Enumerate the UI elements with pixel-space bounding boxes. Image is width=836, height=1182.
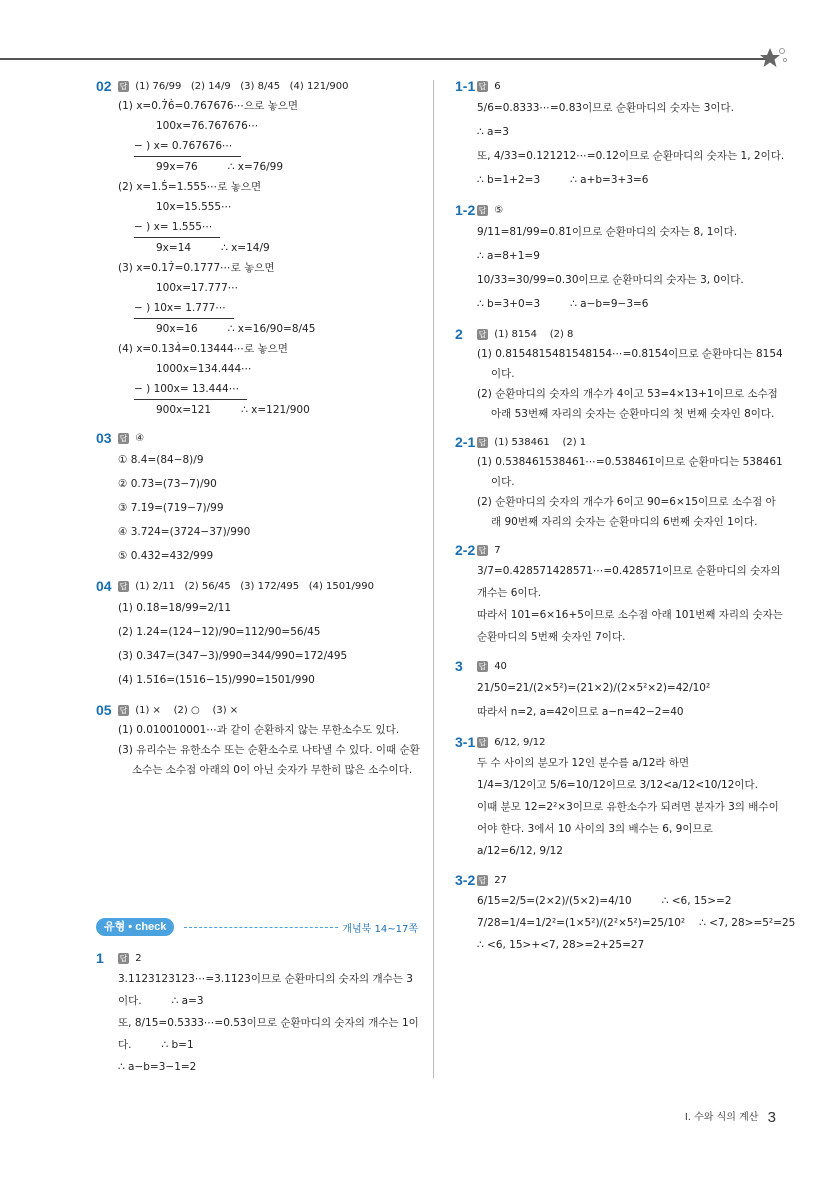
answer-line (455, 434, 785, 452)
dashed-rule (184, 927, 338, 928)
solution-line: 또, 8/15=0.5333⋯=0.53̇이므로 순환마디의 숫자의 개수는 1이다. ∴ b=1 (118, 1017, 419, 1051)
answer-icon: 답 (478, 437, 487, 447)
left-column-bottom (96, 950, 422, 1088)
answer-item: ⑤ (494, 205, 504, 216)
answer-icon: 답 (119, 581, 128, 591)
chapter-label: Ⅰ. 수와 식의 계산 (684, 1112, 759, 1123)
answer-item: (4) 121/900 (289, 81, 349, 92)
solution-line: ∴ <6, 15>=2 (661, 895, 732, 907)
answer-icon: 답 (119, 81, 128, 91)
solution-line: − ) x= 0.767676⋯ (134, 136, 241, 157)
answer-item: (4) 1501/990 (308, 581, 374, 592)
solution-line: (3) 0.34̇7̇=(347−3)/990=344/990=172/495 (118, 650, 348, 662)
solution-line: 이때 분모 12=2²×3이므로 유한소수가 되려면 분자가 3의 배수이어야 한다. 3에서 10 사이의 3의 배수는 6, 9이므로 (477, 801, 779, 835)
problem-number: 2 (455, 326, 463, 342)
answer-item: (1) × (135, 705, 161, 716)
answer-line (455, 734, 785, 752)
problem-1-2 (455, 202, 785, 316)
page-number: 3 (767, 1109, 776, 1126)
answer-icon: 답 (478, 875, 487, 885)
section-badge: 유형 • check (96, 918, 174, 936)
answer-line (455, 872, 785, 890)
answer-icon: 답 (478, 81, 487, 91)
solution-line: ∴ b=3+0=3 (477, 298, 541, 310)
answer-line (96, 702, 422, 720)
answer-icon: 답 (119, 433, 128, 443)
solution-line: 따라서 101=6×16+5이므로 소수점 아래 101번째 자리의 숫자는 순환마디의 5번째 숫자인 7이다. (477, 609, 783, 643)
answer-line (455, 658, 785, 676)
solution-line: (1) 0.1̇8̇=18/99=2/11 (118, 602, 232, 614)
solution-line: ③ 7.1̇9̇=(719−7)/99 (118, 502, 224, 514)
solution-line: (1) 0.538461538461⋯=0.5̇38461̇이므로 순환마디는 538461이다. (477, 456, 783, 488)
solution-line: (1) 0.8154815481548154⋯=0.8̇15̇4̇이므로 순환마디는 8154이다. (477, 348, 783, 380)
answer-item: 2 (135, 953, 142, 964)
solution-line: ∴ x=16/90=8/45 (227, 323, 316, 335)
answer-line (96, 430, 422, 448)
solution-line: 9/11=81/99=0.8̇1̇이므로 순환마디의 숫자는 8, 1이다. (477, 226, 738, 238)
solution (96, 448, 422, 568)
right-column (455, 78, 796, 966)
problem-number: 3-2 (455, 872, 476, 888)
answer-item: (2) 56/45 (184, 581, 231, 592)
answer-line (455, 78, 785, 96)
solution-line: ∴ x=121/900 (241, 404, 310, 416)
solution (455, 220, 785, 316)
answer-item: (2) 8 (549, 329, 574, 340)
problem-number: 3 (455, 658, 463, 674)
solution (455, 752, 785, 862)
solution-line: ∴ a+b=3+3=6 (570, 174, 649, 186)
solution-line: 1/4=3/12이고 5/6=10/12이므로 3/12<a/12<10/12이다. (477, 779, 759, 791)
solution-line: 7/28=1/4=1/2²=(1×5²)/(2²×5²)=25/10² (477, 917, 686, 929)
solution-line: 5/6=0.8333⋯=0.83̇이므로 순환마디의 숫자는 3이다. (477, 102, 735, 114)
problem-number: 02 (96, 78, 112, 94)
answer-item: 27 (494, 875, 507, 886)
solution-line: (2) x=1.5̇=1.555⋯로 놓으면 (118, 181, 262, 193)
solution-line: 두 수 사이의 분모가 12인 분수를 a/12라 하면 (477, 757, 690, 769)
answer-icon: 답 (478, 329, 487, 339)
solution-line: ∴ <7, 28>=5²=25 (699, 917, 796, 929)
answer-item: (3) 8/45 (240, 81, 281, 92)
solution-line: 9x=14 (156, 242, 192, 254)
section-reference: 개념북 14~17쪽 (342, 924, 418, 935)
solution-line: 3/7=0.428571428571⋯=0.4̇28571̇이므로 순환마디의 숫자의 개수는 6이다. (477, 565, 781, 599)
problem-04 (96, 578, 422, 692)
solution (96, 96, 422, 420)
solution (96, 968, 422, 1078)
solution-line: (2) 순환마디의 숫자의 개수가 4이고 53=4×13+1이므로 소수점 아래 53번째 자리의 숫자는 순환마디의 첫 번째 숫자인 8이다. (477, 388, 778, 420)
problem-3-2 (455, 872, 796, 956)
problem-2-1 (455, 434, 785, 532)
answer-item: 40 (494, 661, 507, 672)
solution-line: (3) x=0.17̇=0.1777⋯로 놓으면 (118, 262, 275, 274)
answer-icon: 답 (478, 661, 487, 671)
answer-item: 6 (494, 81, 501, 92)
solution-line: ∴ x=76/99 (227, 161, 284, 173)
solution-line: 1000x=134.444⋯ (156, 363, 252, 375)
solution-line: 3.1123123123⋯=3.11̇23̇이므로 순환마디의 숫자의 개수는 3이다. ∴ a=3 (118, 973, 413, 1007)
solution-line: 90x=16 (156, 323, 198, 335)
problem-number: 04 (96, 578, 112, 594)
problem-2 (455, 326, 785, 424)
solution-line: a/12=6/12, 9/12 (477, 845, 563, 857)
solution-line: (4) x=0.134̇=0.13444⋯로 놓으면 (118, 343, 288, 355)
answer-line (455, 326, 785, 344)
solution (96, 596, 422, 692)
problem-2-2 (455, 542, 785, 648)
answer-icon: 답 (478, 737, 487, 747)
solution-line: − ) 10x= 1.777⋯ (134, 298, 234, 319)
solution-line: 또, 4/33=0.121212⋯=0.1̇2̇이므로 순환마디의 숫자는 1, 2이다. (477, 150, 785, 162)
solution-line: 10x=15.555⋯ (156, 201, 232, 213)
problem-number: 1-1 (455, 78, 476, 94)
solution (455, 890, 796, 956)
solution-line: ∴ x=14/9 (221, 242, 270, 254)
column-divider (433, 80, 434, 1078)
answer-line (96, 578, 422, 596)
solution-line: (4) 1.51̇6̇=(1516−15)/990=1501/990 (118, 674, 315, 686)
answer-line (96, 78, 422, 96)
answer-line (96, 950, 422, 968)
page-footer (685, 1108, 776, 1126)
solution-line: ④ 3.72̇4̇=(3724−37)/990 (118, 526, 251, 538)
answer-item: (1) 8154 (494, 329, 537, 340)
solution-line: ∴ a−b=9−3=6 (570, 298, 649, 310)
solution-line: 6/15=2/5=(2×2)/(5×2)=4/10 (477, 895, 632, 907)
solution (455, 560, 785, 648)
solution (96, 720, 422, 780)
problem-3 (455, 658, 785, 724)
answer-item: (3) 172/495 (240, 581, 300, 592)
solution-line: 10/33=30/99=0.3̇0̇이므로 순환마디의 숫자는 3, 0이다. (477, 274, 744, 286)
solution-line: − ) 100x= 13.444⋯ (134, 379, 247, 400)
solution-line: 21/50=21/(2×5²)=(21×2)/(2×5²×2)=42/10² (477, 682, 711, 694)
solution-line: − ) x= 1.555⋯ (134, 217, 220, 238)
problem-02 (96, 78, 422, 420)
problem-number: 3-1 (455, 734, 476, 750)
answer-icon: 답 (119, 953, 128, 963)
solution-line: ∴ a−b=3−1=2 (118, 1061, 197, 1073)
answer-icon: 답 (119, 705, 128, 715)
answer-icon: 답 (478, 545, 487, 555)
answer-item: 6/12, 9/12 (494, 737, 546, 748)
answer-line (455, 542, 785, 560)
problem-number: 1 (96, 950, 104, 966)
problem-03 (96, 430, 422, 568)
problem-number: 1-2 (455, 202, 476, 218)
solution-line: ② 0.73̇=(73−7)/90 (118, 478, 217, 490)
answer-line (455, 202, 785, 220)
solution-line: (3) 유리수는 유한소수 또는 순환소수로 나타낼 수 있다. 이때 순환소수는 소수점 아래의 0이 아닌 숫자가 무한히 많은 소수이다. (118, 744, 420, 776)
solution-line: (1) 0.010010001⋯과 같이 순환하지 않는 무한소수도 있다. (118, 724, 400, 736)
solution-line: (1) x=0.7̇6̇=0.767676⋯으로 놓으면 (118, 100, 299, 112)
solution-line: 900x=121 (156, 404, 212, 416)
section-header-typecheck (96, 918, 422, 936)
left-column (96, 78, 422, 790)
solution-line: ∴ a=8+1=9 (477, 250, 540, 262)
problem-05 (96, 702, 422, 780)
solution (455, 344, 785, 424)
answer-item: ④ (135, 433, 145, 444)
problem-number: 05 (96, 702, 112, 718)
solution-line: 99x=76 (156, 161, 198, 173)
answer-item: (1) 538461 (494, 437, 550, 448)
solution (455, 452, 785, 532)
solution-line: 따라서 n=2, a=42이므로 a−n=42−2=40 (477, 706, 684, 718)
problem-1-1 (455, 78, 785, 192)
problem-1 (96, 950, 422, 1078)
problem-3-1 (455, 734, 785, 862)
answer-item: (1) 76/99 (135, 81, 182, 92)
answer-item: 7 (494, 545, 501, 556)
answer-item: (2) 14/9 (190, 81, 231, 92)
solution-line: ⑤ 0.43̇2̇=432/999 (118, 550, 214, 562)
answer-item: (1) 2/11 (135, 581, 175, 592)
header-rule (0, 58, 768, 60)
answer-item: (2) ○ (173, 705, 200, 716)
solution-line: (2) 순환마디의 숫자의 개수가 6이고 90=6×15이므로 소수점 아래 90번째 자리의 숫자는 순환마디의 6번째 숫자인 1이다. (477, 496, 776, 528)
problem-number: 03 (96, 430, 112, 446)
solution (455, 96, 785, 192)
problem-number: 2-1 (455, 434, 476, 450)
star-icon (758, 46, 788, 72)
solution-line: ① 8.4̇=(84−8)/9 (118, 454, 204, 466)
answer-icon: 답 (478, 205, 487, 215)
solution-line: (2) 1.24̇=(124−12)/90=112/90=56/45 (118, 626, 321, 638)
solution-line: ∴ a=3 (477, 126, 509, 138)
answer-item: (2) 1 (562, 437, 587, 448)
solution (455, 676, 785, 724)
solution-line: 100x=17.777⋯ (156, 282, 239, 294)
answer-item: (3) × (212, 705, 239, 716)
solution-line: ∴ b=1+2=3 (477, 174, 541, 186)
problem-number: 2-2 (455, 542, 476, 558)
solution-line: ∴ <6, 15>+<7, 28>=2+25=27 (477, 939, 645, 951)
solution-line: 100x=76.767676⋯ (156, 120, 259, 132)
